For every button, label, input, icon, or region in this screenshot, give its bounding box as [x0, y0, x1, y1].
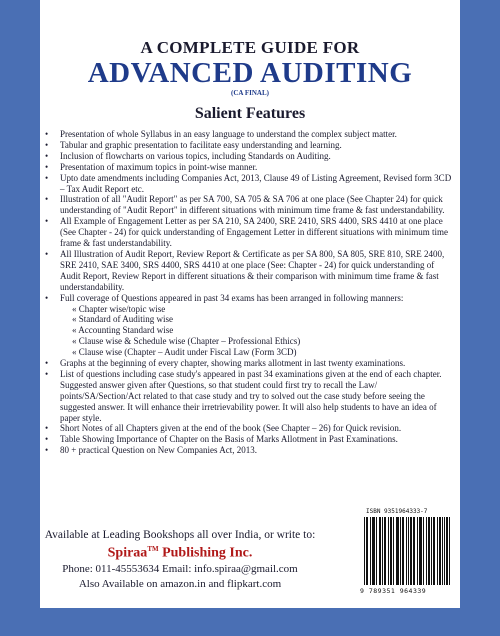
bullet-icon: • [45, 194, 49, 205]
bullet-icon: • [45, 172, 49, 183]
barcode-bar [439, 517, 440, 585]
barcode-icon [364, 517, 450, 585]
sub-feature-item: « Standard of Auditing wise [72, 314, 173, 325]
barcode-bar [384, 517, 385, 585]
barcode-bar [414, 517, 415, 585]
bullet-icon: • [45, 423, 49, 434]
feature-item: • All Illustration of Audit Report, Review Report & Certificate as per SA 800, SA 805, SRE 810, SRE 2400, SRE 2410, SAE 3400, SRS 4400, SRS 4410 at one place (See: Chapter - 24) for quick understanding of Audit Report, Review Report in different situations & their comparison with minimum time frame & fast understandability. [45, 248, 445, 292]
bullet-icon: • [45, 248, 49, 259]
bullet-icon: • [45, 445, 49, 456]
barcode-bar [376, 517, 377, 585]
guide-heading: A COMPLETE GUIDE FOR [140, 38, 360, 57]
sub-feature-item: « Accounting Standard wise [72, 325, 174, 336]
sub-feature-item: « Chapter wise/topic wise [72, 303, 166, 314]
barcode-bar [374, 517, 375, 585]
barcode-bar [402, 517, 403, 585]
bullet-icon: • [45, 216, 49, 227]
bullet-icon: • [45, 150, 49, 161]
availability-text: Available at Leading Bookshops all over India, or write to: [44, 529, 316, 541]
barcode-bar [444, 517, 445, 585]
barcode-bar [396, 517, 397, 585]
features-heading: Salient Features [194, 105, 306, 122]
bullet-icon: • [45, 358, 49, 369]
barcode-bar [379, 517, 380, 585]
barcode-bar [429, 517, 430, 585]
feature-item: • Illustration of all "Audit Report" as per SA 700, SA 705 & SA 706 at one place (See Chapter 24) for quick understanding of "Audit Report" in different situations with minimum time frame & fast understandability. [45, 194, 445, 216]
question-arrangement-list [60, 304, 456, 359]
publisher-name: Spiraa™ Publishing Inc. [107, 545, 253, 561]
barcode-bar [419, 517, 420, 585]
barcode-bar [372, 517, 373, 585]
barcode-bar [417, 517, 418, 585]
bullet-icon: • [45, 292, 49, 303]
barcode-bar [380, 517, 381, 585]
barcode-bar [408, 517, 409, 585]
barcode-bar [426, 517, 427, 585]
barcode-bar [385, 517, 386, 585]
barcode-bar [364, 517, 365, 585]
feature-item: • Presentation of maximum topics in point-wise manner. [45, 161, 258, 172]
cover-content [40, 0, 460, 456]
feature-item: • All Example of Engagement Letter as per SA 210, SA 2400, SRE 2410, SRS 4400, SRS 4410 at one place (See Chapter - 24) for quick understanding of Engagement Letter in different situations with minimum time frame & fast understandability. [45, 216, 448, 249]
contact-info: Phone: 011-45553634 Email: info.spiraa@gmail.com [62, 563, 298, 575]
book-subtitle: (CA FINAL) [231, 89, 269, 97]
barcode-bar [403, 517, 404, 585]
sub-feature-item: « Clause wise & Schedule wise (Chapter – Professional Ethics) [72, 336, 301, 347]
book-title: ADVANCED AUDITING [87, 57, 413, 89]
feature-item: • Inclusion of flowcharts on various topics, including Standards on Auditing. [45, 150, 331, 161]
barcode-bar [393, 517, 394, 585]
barcode-bar [370, 517, 371, 585]
barcode-bar [390, 517, 391, 585]
feature-item: • Presentation of whole Syllabus in an easy language to understand the complex subject matter. [45, 129, 397, 139]
trademark-mark: TM [147, 545, 159, 553]
barcode-bar [398, 517, 399, 585]
barcode-bar [434, 517, 435, 585]
barcode-bar [421, 517, 422, 585]
barcode-bar [366, 517, 367, 585]
barcode-bar [410, 517, 411, 585]
feature-item: • Tabular and graphic presentation to facilitate easy understanding and learning. [45, 139, 342, 150]
bullet-icon: • [45, 129, 49, 139]
barcode-bar [420, 517, 421, 585]
bullet-icon: • [45, 161, 49, 172]
barcode-bar [446, 517, 447, 585]
barcode-bar [437, 517, 438, 585]
barcode-bar [431, 517, 432, 585]
barcode-bar [388, 517, 389, 585]
barcode-bar [373, 517, 374, 585]
feature-item: • Upto date amendments including Companies Act, 2013, Clause 49 of Listing Agreement, Revised form 3CD – Tax Audit Report etc. [45, 172, 452, 194]
barcode-bar [442, 517, 443, 585]
sub-feature-item: « Clause wise (Chapter – Audit under Fiscal Law (Form 3CD) [72, 347, 297, 358]
bullet-icon: • [45, 368, 49, 379]
feature-item: • Full coverage of Questions appeared in past 34 exams has been arranged in following manners: « Chapter wise/topic wise « Standard of Auditing wise « Accounting Standard wise « Clause wise & Schedule wise (Chapter – Professional Ethics) « Clause wise (Chapter – Audit under Fiscal Law (Form 3CD) [40, 293, 456, 358]
barcode-bar [391, 517, 392, 585]
feature-item: • Graphs at the beginning of every chapter, showing marks allotment in last twenty examinations. [45, 358, 406, 369]
barcode-bar [406, 517, 407, 585]
barcode-bar [433, 517, 434, 585]
feature-item: • List of questions including case study's appeared in past 34 examinations given at the end of each chapter. Suggested answer given after Questions, so that student could first try to recall the Law/ points/SA/Section/Act related to that case study and try to solved out the case study before seeing the suggested answer. It will enhance their irretrievability power. It will also help students to have an idea of paper style. [45, 368, 442, 423]
barcode-bar [367, 517, 368, 585]
barcode-bar [413, 517, 414, 585]
feature-item: • 80 + practical Question on New Companies Act, 2013. [45, 445, 258, 456]
isbn-label: ISBN 9351964333-7 [366, 508, 428, 515]
barcode-bar [449, 517, 450, 585]
barcode-bar [447, 517, 448, 585]
barcode-bar [411, 517, 412, 585]
barcode-bar [423, 517, 424, 585]
barcode-bar [397, 517, 398, 585]
bullet-icon: • [45, 434, 49, 445]
barcode-bar [382, 517, 383, 585]
ean-number: 9 789351 964339 [360, 587, 427, 595]
barcode-bar [428, 517, 429, 585]
barcode-bar [400, 517, 401, 585]
features-list [40, 129, 460, 456]
feature-item: • Short Notes of all Chapters given at the end of the book (See Chapter – 26) for Quick revision. [45, 423, 402, 434]
bullet-icon: • [45, 139, 49, 150]
feature-item: • Table Showing Importance of Chapter on the Basis of Marks Allotment in Past Examinations. [45, 434, 398, 445]
online-availability: Also Available on amazon.in and flipkart.com [78, 578, 282, 590]
barcode-bar [440, 517, 441, 585]
